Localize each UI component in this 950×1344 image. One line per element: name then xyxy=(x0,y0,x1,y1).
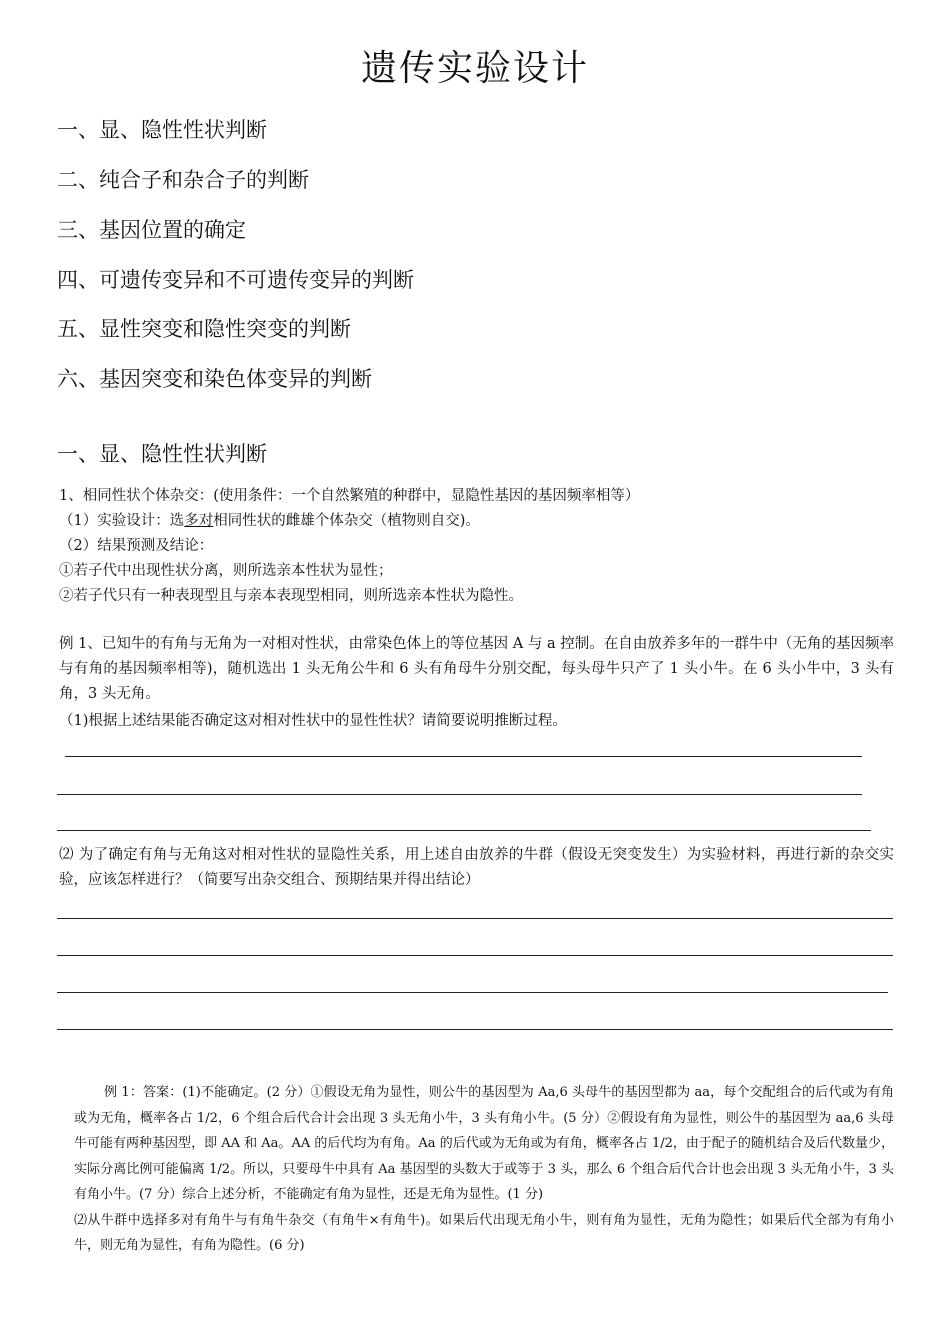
question-2: ⑵ 为了确定有角与无角这对相对性状的显隐性关系，用上述自由放养的牛群（假设无突变发生）为实验材料，再进行新的杂交实验，应该怎样进行？（简要写出杂交组合、预期结果并得出结论） xyxy=(59,847,894,888)
design-suffix: 相同性状的雌雄个体杂交（植物则自交)。 xyxy=(213,513,480,529)
outline-item-3: 三、基因位置的确定 xyxy=(57,218,246,242)
outline-item-4: 四、可遗传变异和不可遗传变异的判断 xyxy=(57,268,414,292)
design-line xyxy=(59,509,480,530)
answer-line-7 xyxy=(57,1029,893,1030)
page-title: 遗传实验设计 xyxy=(360,48,589,89)
answer-part-1: 例 1：答案：(1)不能确定。(2 分）①假设无角为显性，则公牛的基因型为 Aa,6 头母牛的基因型都为 aa，每个交配组合的后代或为有角或为无角，概率各占 1/2，6 个组合后代合计会出现 3 头无角小牛，3 头有角小牛。(5 分）②假设有角为显性，则公牛的基因型为 aa,6 头母牛可能有两种基因型，即 AA 和 Aa。AA 的后代均为有角。Aa 的后代或为无角或为有角，概率各占 1/2，由于配子的随机结合及后代数量少，实际分离比例可能偏离 1/2。所以，只要母牛中具有 Aa 基因型的头数大于或等于 3 头，那么 6 个组合后代合计也会出现 3 头无角小牛，3 头有角小牛。(7 分）综合上述分析，不能确定有角为显性，还是无角为显性。(1 分) xyxy=(74,1085,894,1202)
answer-line-5 xyxy=(57,955,893,956)
answer-key xyxy=(74,1080,894,1259)
design-prefix: （1）实验设计：选 xyxy=(59,513,185,529)
answer-line-2 xyxy=(57,794,862,795)
outline-item-5: 五、显性突变和隐性突变的判断 xyxy=(57,317,351,341)
outline-item-1: 一、显、隐性性状判断 xyxy=(57,118,267,142)
answer-line-1 xyxy=(65,756,862,757)
answer-line-6 xyxy=(57,992,888,993)
answer-line-4 xyxy=(57,918,893,919)
answer-part-2: ⑵从牛群中选择多对有角牛与有角牛杂交（有角牛×有角牛)。如果后代出现无角小牛，则有角为显性，无角为隐性；如果后代全部为有角小牛，则无角为显性，有角为隐性。(6 分) xyxy=(74,1212,894,1253)
result-2: ②若子代只有一种表现型且与亲本表现型相同，则所选亲本性状为隐性。 xyxy=(59,588,523,604)
result-heading: （2）结果预测及结论： xyxy=(59,538,214,554)
section-heading: 一、显、隐性性状判断 xyxy=(57,442,267,466)
method-line: 1、相同性状个体杂交：(使用条件：一个自然繁殖的种群中，显隐性基因的基因频率相等） xyxy=(59,488,640,504)
answer-line-3 xyxy=(57,830,871,831)
question-1: （1)根据上述结果能否确定这对相对性状中的显性性状？请简要说明推断过程。 xyxy=(59,713,567,729)
outline-item-6: 六、基因突变和染色体变异的判断 xyxy=(57,367,372,391)
example-stem: 例 1、已知牛的有角与无角为一对相对性状，由常染色体上的等位基因 A 与 a 控制。在自由放养多年的一群牛中（无角的基因频率与有角的基因频率相等)，随机选出 1 头无角公牛和 6 头有角母牛分别交配，每头母牛只产了 1 头小牛。在 6 头小牛中，3 头有角，3 头无角。 xyxy=(59,636,894,702)
outline-item-2: 二、纯合子和杂合子的判断 xyxy=(57,168,309,192)
design-underlined: 多对 xyxy=(184,513,214,529)
result-1: ①若子代中出现性状分离，则所选亲本性状为显性； xyxy=(59,563,393,579)
